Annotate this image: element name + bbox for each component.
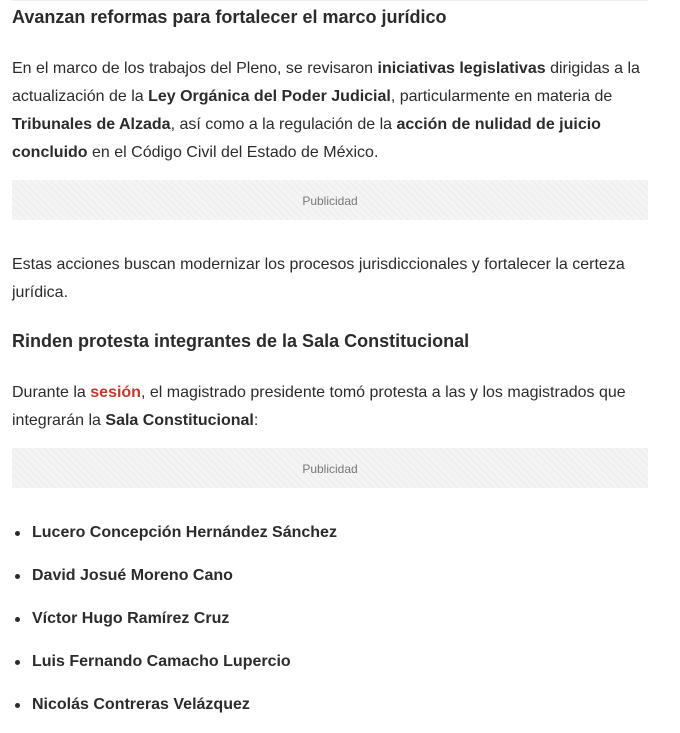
ad-placeholder [12, 180, 648, 220]
text-run: : [253, 412, 259, 429]
top-divider [12, 0, 648, 1]
text-run: en el Código Civil del Estado de México. [87, 144, 379, 161]
bullet-icon [15, 660, 20, 665]
ad-label: Publicidad [302, 194, 358, 208]
text-run: En el marco de los trabajos del Pleno, se revisaron [12, 60, 378, 77]
ad-label: Publicidad [302, 462, 358, 476]
list-item [12, 690, 337, 733]
member-name: David Josué Moreno Cano [32, 567, 233, 584]
member-name: Luis Fernando Camacho Lupercio [32, 653, 291, 670]
list-item [12, 604, 337, 647]
text-run: , el magistrado presidente tomó protesta a las y los magistrados que integrarán la [12, 384, 626, 429]
list-item [12, 561, 337, 604]
bullet-icon [15, 531, 20, 536]
session-link[interactable]: sesión [90, 384, 141, 401]
bold-text: iniciativas legislativas [377, 60, 546, 77]
bullet-icon [15, 703, 20, 708]
bold-text: acción de nulidad de juicio concluido [12, 116, 601, 161]
text-run: , así como a la regulación de la [170, 116, 397, 133]
ad-placeholder [12, 448, 648, 488]
bold-text: Ley Orgánica del Poder Judicial [148, 88, 391, 105]
section-heading-sala: Rinden protesta integrantes de la Sala Constitucional [12, 331, 470, 351]
paragraph-reforms [12, 55, 652, 167]
list-item [12, 647, 337, 690]
section-heading-reforms: Avanzan reformas para fortalecer el marco jurídico [12, 7, 447, 27]
members-list [12, 518, 337, 733]
bold-text: Sala Constitucional [105, 412, 254, 429]
member-name: Nicolás Contreras Velázquez [32, 696, 250, 713]
paragraph-modernize: Estas acciones buscan modernizar los procesos jurisdiccionales y fortalecer la certeza jurídica. [12, 256, 625, 301]
paragraph-session [12, 379, 652, 435]
bullet-icon [15, 574, 20, 579]
text-run: Durante la [12, 384, 91, 401]
member-name: Lucero Concepción Hernández Sánchez [32, 524, 337, 541]
bold-text: Tribunales de Alzada [12, 116, 171, 133]
text-run: , particularmente en materia de [390, 88, 613, 105]
text-run: dirigidas a la actualización de la [12, 60, 640, 105]
bullet-icon [15, 617, 20, 622]
list-item [12, 518, 337, 561]
member-name: Víctor Hugo Ramírez Cruz [32, 610, 230, 627]
